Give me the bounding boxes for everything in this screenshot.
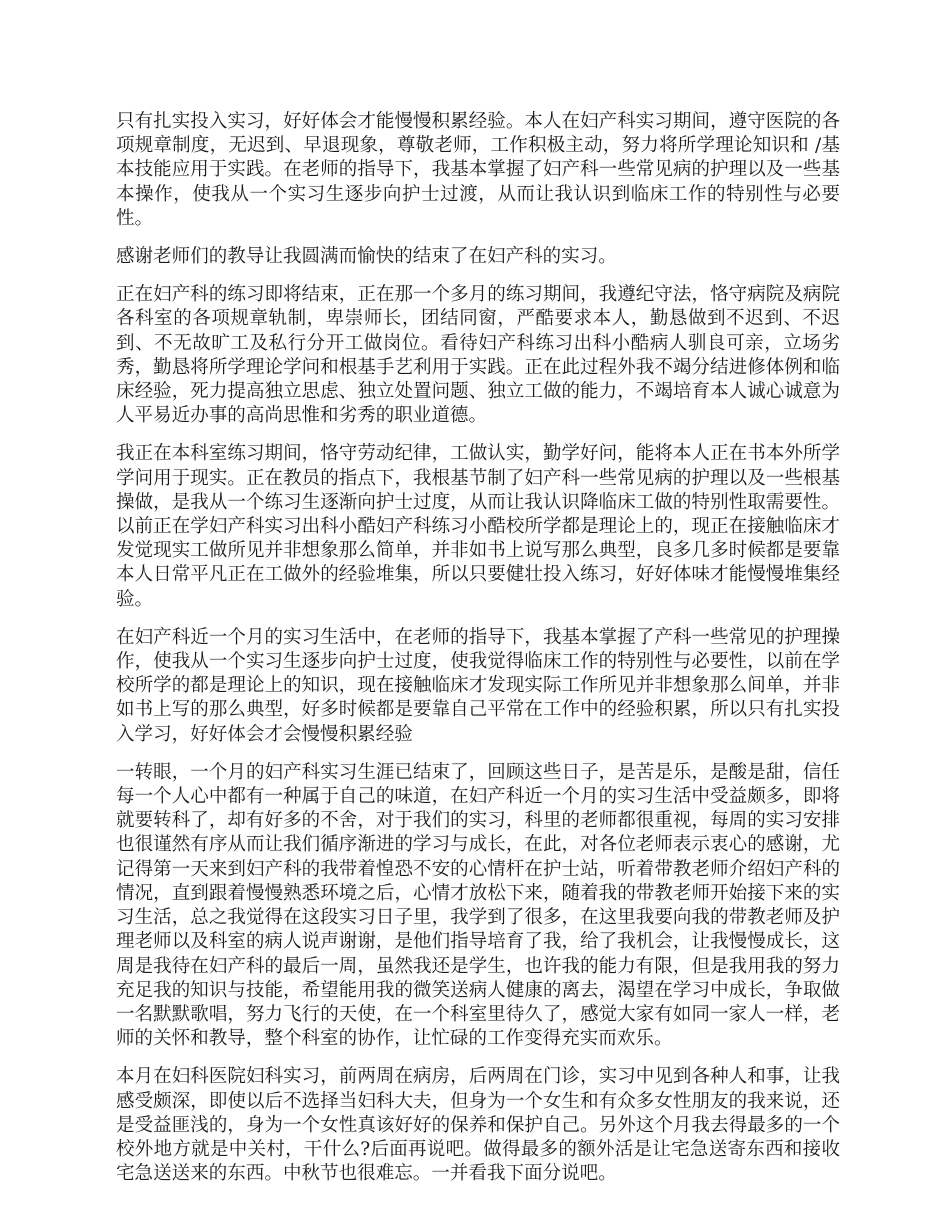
paragraph: 正在妇产科的练习即将结束，正在那一个多月的练习期间，我遵纪守法，恪守病院及病院各科室的各项规章轨制，卑崇师长，团结同窗，严酷要求本人，勤恳做到不迟到、不迟到、不无故旷工及私行分开工做岗位。看待妇产科练习出科小酷病人驯良可亲，立场劣秀，勤恳将所学理论学问和根基手艺利用于实践。正在此过程外我不竭分结进修体例和临床经验，死力提高独立思虑、独立处置问题、独立工做的能力，不竭培育本人诚心诚意为人平易近办事的高尚思惟和劣秀的职业道德。 — [116, 284, 840, 427]
paragraph: 一转眼，一个月的妇产科实习生涯已结束了，回顾这些日子，是苦是乐，是酸是甜，信任每一个人心中都有一种属于自己的味道，在妇产科近一个月的实习生活中受益颇多，即将就要转科了，却有好多的不舍，对于我们的实习，科里的老师都很重视，每周的实习安排也很谨然有序从而让我们循序渐进的学习与成长，在此，对各位老师表示衷心的感谢，尤记得第一天来到妇产科的我带着惶恐不安的心情杆在护士站，听着带教老师介绍妇产科的情况，直到跟着慢慢熟悉环境之后，心情才放松下来，随着我的带教老师开始接下来的实习生活，总之我觉得在这段实习日子里，我学到了很多，在这里我要向我的带教老师及护理老师以及科室的病人说声谢谢，是他们指导培育了我，给了我机会，让我慢慢成长，这周是我待在妇产科的最后一周，虽然我还是学生，也许我的能力有限，但是我用我的努力充足我的知识与技能，希望能用我的微笑送病人健康的离去，渴望在学习中成长，争取做一名默默歌唱，努力飞行的天使，在一个科室里待久了，感觉大家有如同一家人一样，老师的关怀和教导，整个科室的协作，让忙碌的工作变得充实而欢乐。 — [116, 761, 840, 1050]
paragraph: 在妇产科近一个月的实习生活中，在老师的指导下，我基本掌握了产科一些常见的护理操作，使我从一个实习生逐步向护士过度，使我觉得临床工作的特别性与必要性，以前在学校所学的都是理论上的知识，现在接触临床才发现实际工作所见并非想象那么间单，并非如书上写的那么典型，好多时候都是要靠自己平常在工作中的经验积累，所以只有扎实投入学习，好好体会才会慢慢积累经验 — [116, 626, 840, 745]
paragraph: 只有扎实投入实习，好好体会才能慢慢积累经验。本人在妇产科实习期间，遵守医院的各项规章制度，无迟到、早退现象，尊敬老师，工作积极主动，努力将所学理论知识和 /基本技能应用于实践。在老师的指导下，我基本掌握了妇产科一些常见病的护理以及一些基本操作，使我从一个实习生逐步向护士过渡，从而让我认识到临床工作的特别性与必要性。 — [116, 111, 840, 229]
document-body — [116, 110, 840, 1200]
paragraph: 本月在妇科医院妇科实习，前两周在病房，后两周在门诊，实习中见到各种人和事，让我感受颇深，即使以后不选择当妇科大夫，但身为一个女生和有众多女性朋友的我来说，还是受益匪浅的，身为一个女性真该好好的保养和保护自己。另外这个月我去得最多的一个校外地方就是中关村，干什么?后面再说吧。做得最多的额外活是让宅急送寄东西和接收宅急送送来的东西。中秋节也很难忘。一并看我下面分说吧。 — [116, 1066, 840, 1185]
paragraph: 我正在本科室练习期间，恪守劳动纪律，工做认实，勤学好问，能将本人正在书本外所学学问用于现实。正在教员的指点下，我根基节制了妇产科一些常见病的护理以及一些根基操做，是我从一个练习生逐渐向护士过度，从而让我认识降临床工做的特别性取需要性。以前正在学妇产科实习出科小酷妇产科练习小酷校所学都是理论上的，现正在接触临床才发觉现实工做所见并非想象那么简单，并非如书上说写那么典型，良多几多时候都是要靠本人日常平凡正在工做外的经验堆集，所以只要健壮投入练习，好好体味才能慢慢堆集经验。 — [116, 443, 840, 610]
paragraph: 感谢老师们的教导让我圆满而愉快的结束了在妇产科的实习。 — [116, 246, 617, 268]
